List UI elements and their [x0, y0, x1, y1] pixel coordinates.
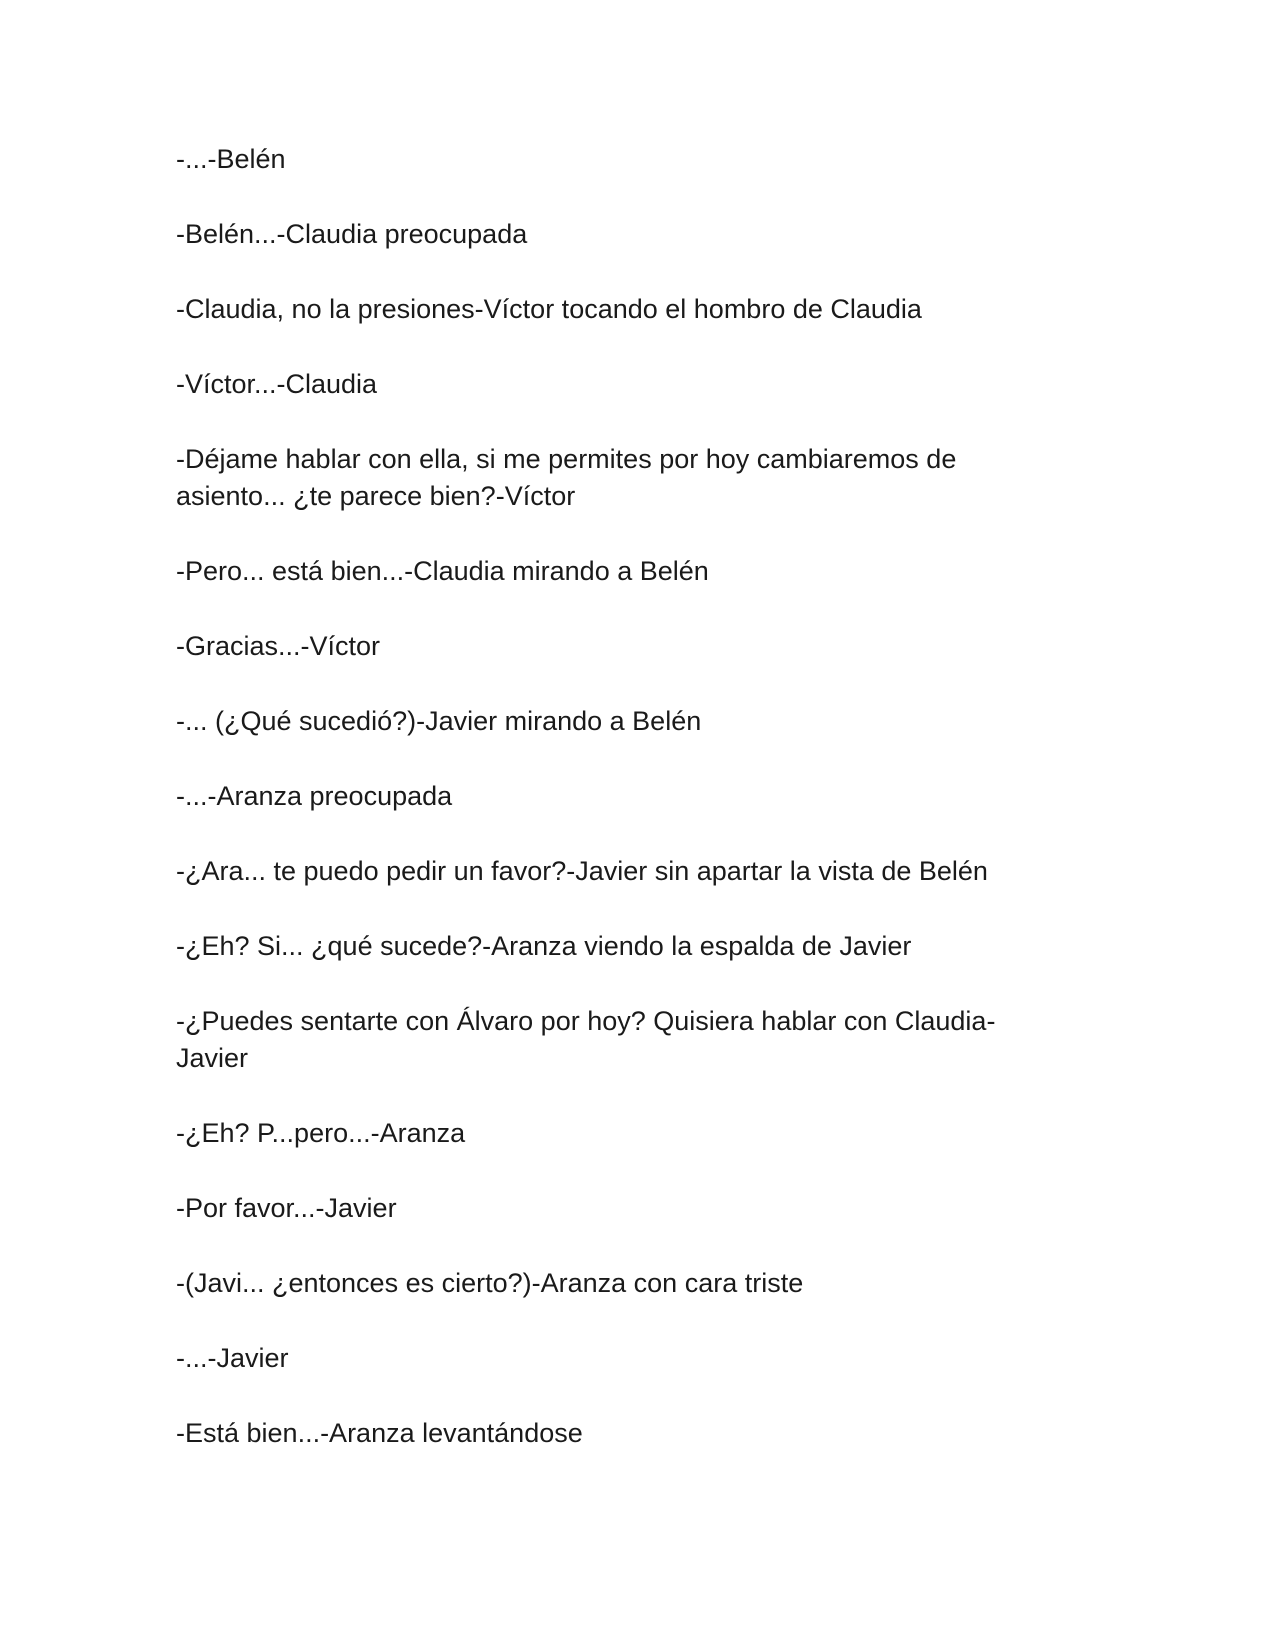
- paragraph: -Belén...-Claudia preocupada: [176, 219, 528, 249]
- paragraph: -¿Puedes sentarte con Álvaro por hoy? Quisiera hablar con Claudia-Javier: [176, 1006, 996, 1073]
- paragraph: -¿Ara... te puedo pedir un favor?-Javier sin apartar la vista de Belén: [176, 856, 988, 886]
- paragraph: -(Javi... ¿entonces es cierto?)-Aranza con cara triste: [176, 1268, 804, 1298]
- paragraph: -¿Eh? P...pero...-Aranza: [176, 1118, 466, 1148]
- paragraph: -¿Eh? Si... ¿qué sucede?-Aranza viendo la espalda de Javier: [176, 931, 912, 961]
- paragraph: -Por favor...-Javier: [176, 1193, 397, 1223]
- paragraph: -Déjame hablar con ella, si me permites por hoy cambiaremos de asiento... ¿te parece bien?-Víctor: [176, 444, 957, 511]
- paragraph: -Gracias...-Víctor: [176, 631, 381, 661]
- paragraph: -Claudia, no la presiones-Víctor tocando el hombro de Claudia: [176, 294, 922, 324]
- paragraph: -...-Aranza preocupada: [176, 781, 453, 811]
- document-body: [176, 141, 1046, 1490]
- paragraph: -Pero... está bien...-Claudia mirando a Belén: [176, 556, 709, 586]
- paragraph: -...-Belén: [176, 144, 286, 174]
- paragraph: -... (¿Qué sucedió?)-Javier mirando a Belén: [176, 706, 702, 736]
- paragraph: -Víctor...-Claudia: [176, 369, 378, 399]
- paragraph: -Está bien...-Aranza levantándose: [176, 1418, 583, 1448]
- paragraph: -...-Javier: [176, 1343, 289, 1373]
